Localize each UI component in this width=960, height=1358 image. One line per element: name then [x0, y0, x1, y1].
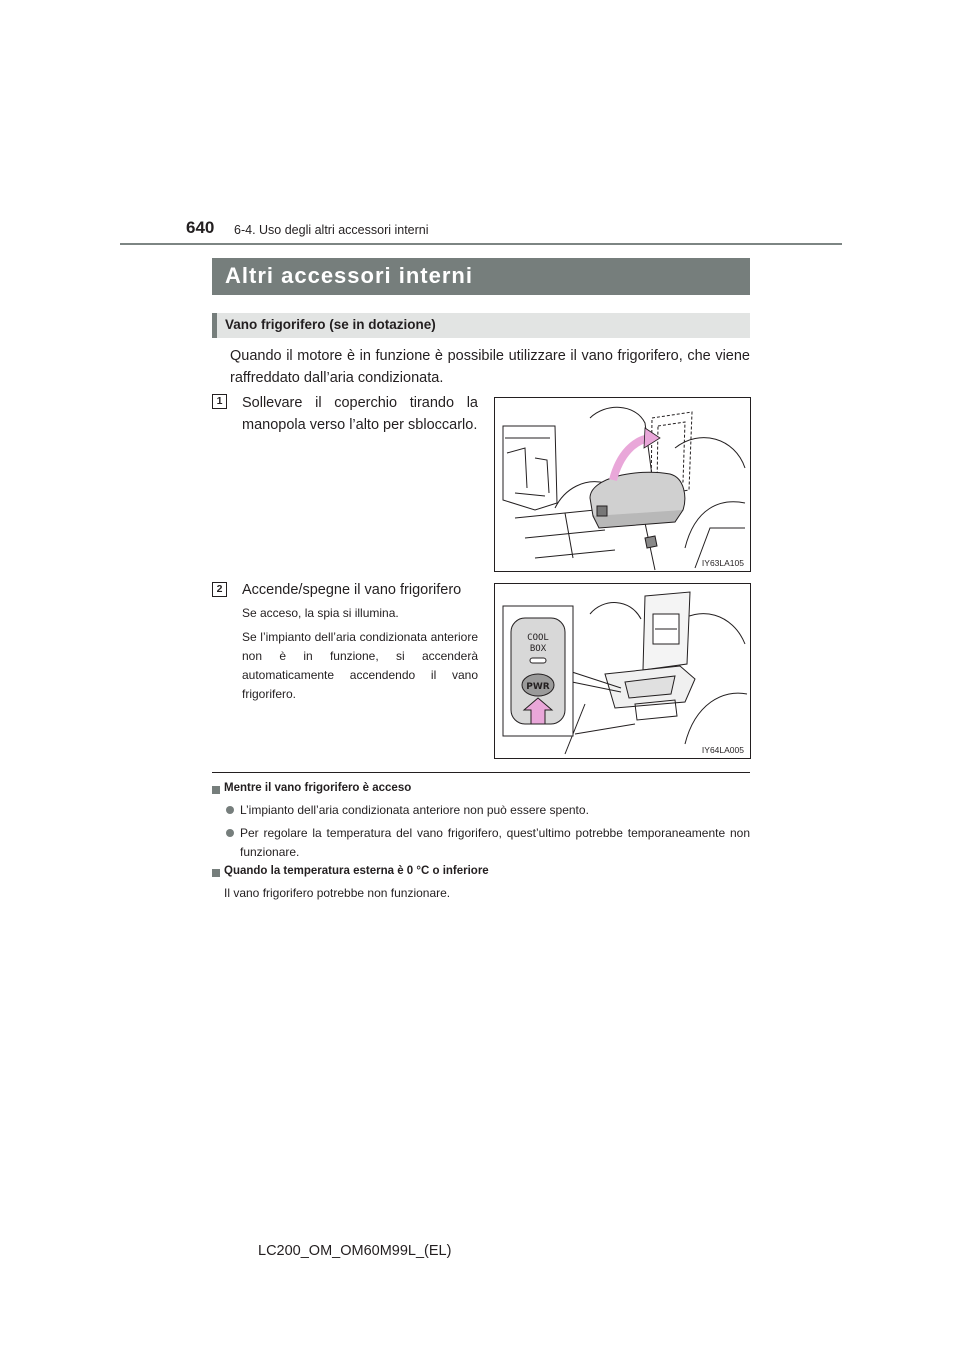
title-bar — [212, 258, 750, 295]
info-1-item-2: Per regolare la temperatura del vano frigorifero, quest’ultimo potrebbe temporaneamente non funzionare. — [240, 826, 750, 859]
intro-text: Quando il motore è in funzione è possibile utilizzare il vano frigorifero, che viene raffreddato dall’aria condizionata. — [230, 348, 750, 386]
info-1-marker — [212, 786, 220, 794]
pwr-label: PWR — [526, 682, 550, 692]
header-divider — [120, 243, 842, 245]
figure-armrest-lid — [494, 397, 751, 572]
figure-1-code: IY63LA105 — [701, 558, 744, 568]
figure-2-code: IY64LA005 — [701, 745, 744, 755]
page-title: Altri accessori interni — [225, 263, 473, 288]
info-2-text: Il vano frigorifero potrebbe non funzionare. — [224, 886, 451, 900]
info-1-bullet-2 — [226, 829, 234, 837]
step-1-text: Sollevare il coperchio tirando la manopola verso l’alto per sbloccarlo. — [242, 395, 478, 433]
step-2-note-1: Se acceso, la spia si illumina. — [242, 606, 399, 620]
subtitle-accent — [212, 313, 217, 338]
info-divider — [212, 772, 750, 773]
section-path: 6-4. Uso degli altri accessori interni — [234, 223, 429, 237]
info-2-heading: Quando la temperatura esterna è 0 °C o inferiore — [224, 865, 489, 877]
subtitle-bar — [212, 313, 750, 338]
step-1-badge: 1 — [212, 394, 227, 409]
figure-cool-box-switch — [494, 583, 751, 759]
page-number: 640 — [186, 218, 215, 237]
cool-label: COOL — [527, 633, 549, 643]
subtitle: Vano frigorifero (se in dotazione) — [225, 317, 436, 332]
info-1-bullet-1 — [226, 806, 234, 814]
info-2-marker — [212, 869, 220, 877]
step-2-note-2: Se l’impianto dell’aria condizionata anteriore non è in funzione, si accenderà automaticamente accendendo il vano frigorifero. — [242, 630, 478, 701]
info-1-item-1: L’impianto dell’aria condizionata anteriore non può essere spento. — [240, 803, 589, 817]
info-1-heading: Mentre il vano frigorifero è acceso — [224, 782, 412, 794]
step-2-text: Accende/spegne il vano frigorifero — [242, 582, 462, 598]
step-2-badge: 2 — [212, 582, 227, 597]
footer-code: LC200_OM_OM60M99L_(EL) — [258, 1243, 452, 1259]
box-label: BOX — [529, 644, 547, 654]
